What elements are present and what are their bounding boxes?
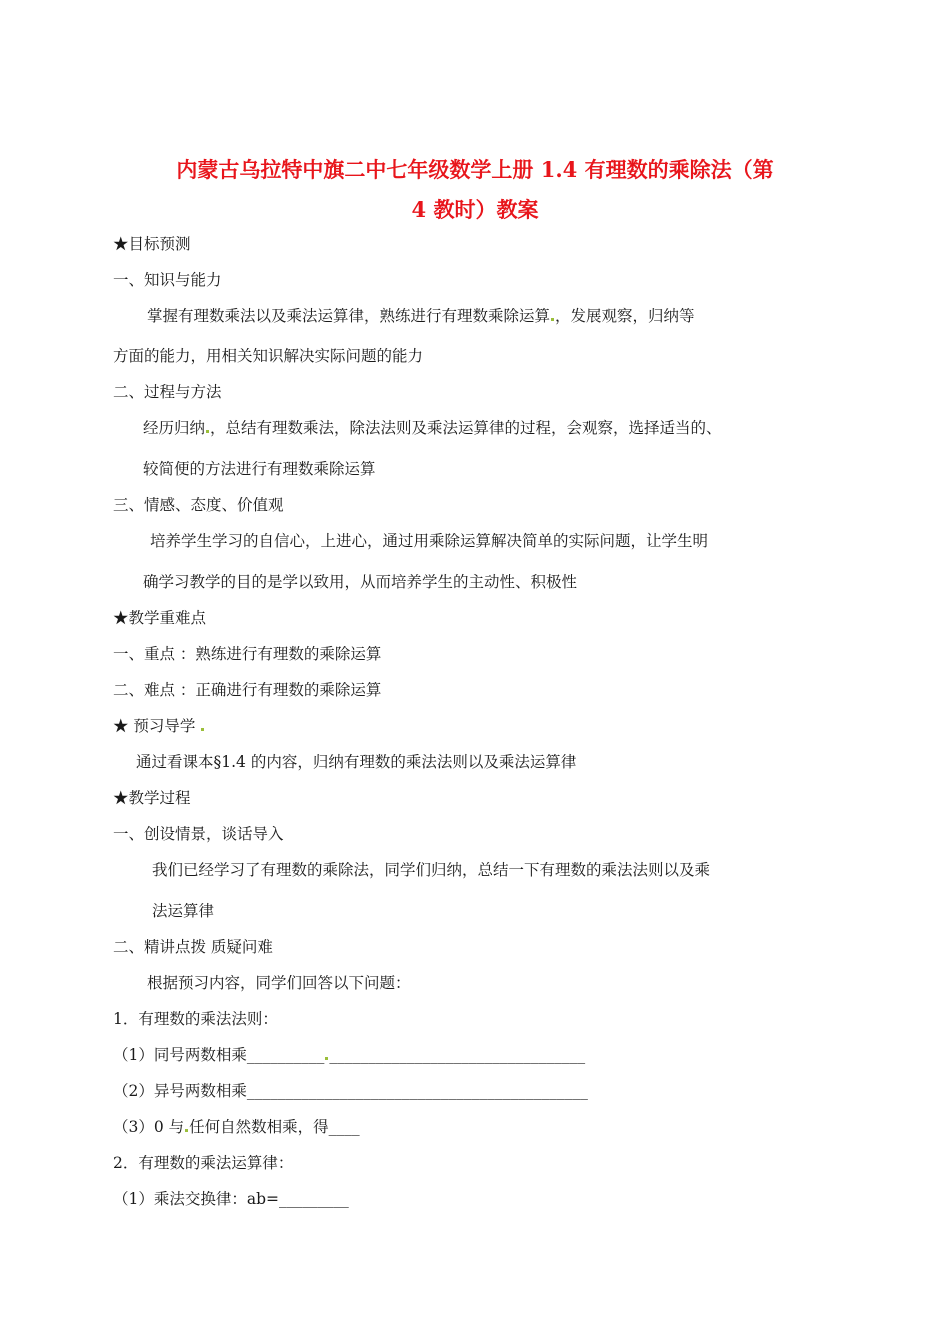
question-1-item-3 <box>113 1117 360 1137</box>
text-fragment: 任何自然数相乘，得____ <box>189 1118 360 1136</box>
subheading-knowledge-ability: 一、知识与能力 <box>113 271 222 289</box>
text-fragment: ，发展观察，归纳等 <box>555 307 695 325</box>
text-fragment: ★ 预习导学 <box>113 717 196 735</box>
document-title-line-2: 4 教时）教案 <box>411 197 539 222</box>
paragraph-knowledge-line-1 <box>147 306 695 326</box>
paragraph-introduction-line-1: 我们已经学习了有理数的乘除法，同学们归纳，总结一下有理数的乘法法则以及乘 <box>152 861 711 879</box>
subheading-introduction: 一、创设情景，谈话导入 <box>113 825 284 843</box>
question-1-heading: 1．有理数的乘法法则： <box>113 1010 278 1028</box>
paragraph-preview: 通过看课本§1.4 的内容，归纳有理数的乘法法则以及乘法运算律 <box>136 753 577 771</box>
paragraph-process-line-1 <box>143 418 722 438</box>
subheading-attitude-values: 三、情感、态度、价值观 <box>113 496 284 514</box>
section-heading-objectives: ★目标预测 <box>113 235 191 253</box>
text-fragment: _________________________________ <box>329 1046 586 1064</box>
question-2-item-1: （1）乘法交换律：ab=_________ <box>113 1190 349 1208</box>
marker-dot <box>325 1057 328 1060</box>
marker-dot <box>185 1129 188 1132</box>
paragraph-attitude-line-1: 培养学生学习的自信心，上进心，通过用乘除运算解决简单的实际问题，让学生明 <box>150 532 709 550</box>
paragraph-attitude-line-2: 确学习教学的目的是学以致用，从而培养学生的主动性、积极性 <box>143 573 578 591</box>
paragraph-introduction-line-2: 法运算律 <box>152 902 215 920</box>
section-heading-preview <box>113 716 205 736</box>
question-2-heading: 2．有理数的乘法运算律： <box>113 1154 294 1172</box>
text-fragment: ，总结有理数乘法，除法法则及乘法运算律的过程，会观察，选择适当的、 <box>210 419 722 437</box>
text-fragment: 掌握有理数乘法以及乘法运算律，熟练进行有理数乘除运算 <box>147 307 551 325</box>
section-heading-key-points: ★教学重难点 <box>113 609 207 627</box>
subheading-process-method: 二、过程与方法 <box>113 383 222 401</box>
text-fragment: 经历归纳 <box>143 419 206 437</box>
marker-dot <box>551 318 554 321</box>
text-fragment: （3）0 与 <box>113 1118 185 1136</box>
difficult-point-line: 二、难点 ：正确进行有理数的乘除运算 <box>113 681 382 699</box>
question-1-item-1 <box>113 1045 585 1065</box>
question-1-item-2: （2）异号两数相乘____________________________________________ <box>113 1082 588 1100</box>
section-heading-process: ★教学过程 <box>113 789 191 807</box>
subheading-explanation: 二、精讲点拨 质疑问难 <box>113 938 273 956</box>
paragraph-explanation: 根据预习内容，同学们回答以下问题： <box>147 974 411 992</box>
document-title-line-1: 内蒙古乌拉特中旗二中七年级数学上册 1.4 有理数的乘除法（第 <box>176 157 774 182</box>
key-point-line: 一、重点 ：熟练进行有理数的乘除运算 <box>113 645 382 663</box>
marker-dot <box>206 430 209 433</box>
marker-dot <box>201 728 204 731</box>
paragraph-knowledge-line-2: 方面的能力，用相关知识解决实际问题的能力 <box>113 347 424 365</box>
text-fragment: （1）同号两数相乘__________ <box>113 1046 325 1064</box>
paragraph-process-line-2: 较简便的方法进行有理数乘除运算 <box>143 460 376 478</box>
